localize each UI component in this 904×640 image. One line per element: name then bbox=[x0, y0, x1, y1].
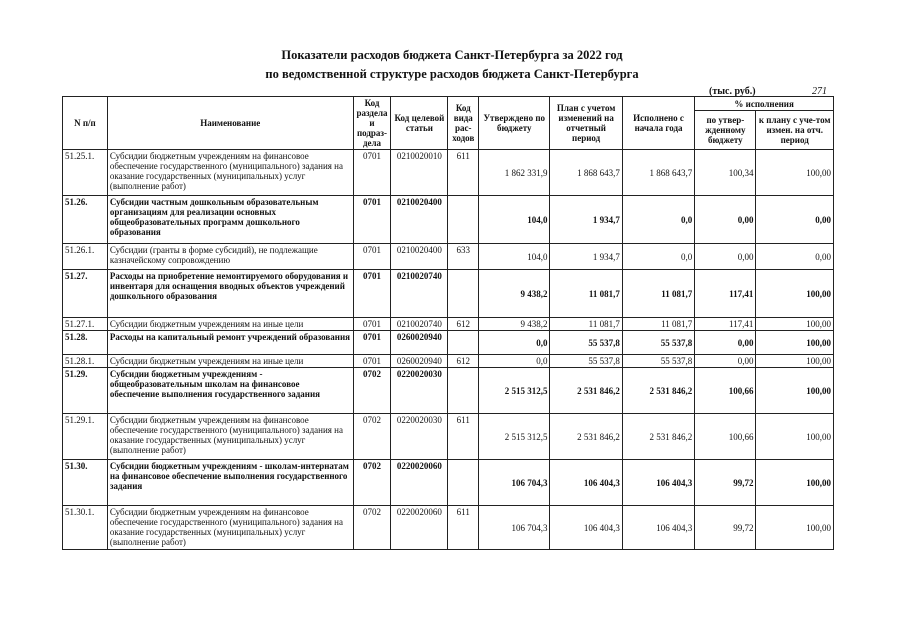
section-code: 0701 bbox=[353, 196, 391, 244]
table-row bbox=[63, 368, 834, 414]
kind-code bbox=[448, 196, 479, 244]
page-subtitle: по ведомственной структуре расходов бюджета Санкт-Петербурга bbox=[265, 67, 639, 81]
pct-budget-value: 117,41 bbox=[695, 270, 756, 318]
table-row bbox=[63, 318, 834, 331]
target-code: 0220020060 bbox=[391, 506, 448, 550]
row-name: Субсидии бюджетным учреждениям - общеобразовательным школам на финансовое обеспечение выполнения государственного задания bbox=[107, 368, 353, 414]
executed-value: 2 531 846,2 bbox=[622, 368, 694, 414]
page-number: 271 bbox=[812, 86, 827, 97]
target-code: 0260020940 bbox=[391, 331, 448, 355]
pct-plan-value: 100,00 bbox=[756, 460, 834, 506]
kind-code bbox=[448, 368, 479, 414]
col-header-percent-group: % исполнения bbox=[695, 97, 834, 111]
row-number: 51.30.1. bbox=[63, 506, 108, 550]
target-code: 0210020740 bbox=[391, 270, 448, 318]
table-row bbox=[63, 355, 834, 368]
plan-value: 2 531 846,2 bbox=[550, 414, 622, 460]
row-number: 51.27. bbox=[63, 270, 108, 318]
plan-value: 2 531 846,2 bbox=[550, 368, 622, 414]
section-code: 0702 bbox=[353, 460, 391, 506]
units-label: (тыс. руб.) bbox=[709, 86, 756, 97]
approved-value: 104,0 bbox=[479, 196, 550, 244]
section-code: 0702 bbox=[353, 368, 391, 414]
row-number: 51.29. bbox=[63, 368, 108, 414]
pct-plan-value: 100,00 bbox=[756, 355, 834, 368]
plan-value: 11 081,7 bbox=[550, 270, 622, 318]
pct-plan-value: 100,00 bbox=[756, 318, 834, 331]
executed-value: 0,0 bbox=[622, 196, 694, 244]
pct-budget-value: 0,00 bbox=[695, 355, 756, 368]
pct-budget-value: 99,72 bbox=[695, 460, 756, 506]
row-number: 51.30. bbox=[63, 460, 108, 506]
kind-code: 612 bbox=[448, 355, 479, 368]
pct-budget-value: 99,72 bbox=[695, 506, 756, 550]
row-name: Субсидии бюджетным учреждениям на финансовое обеспечение государственного (муниципального) задания на оказание государственных (муниципальных) услуг (выполнение работ) bbox=[107, 506, 353, 550]
row-number: 51.27.1. bbox=[63, 318, 108, 331]
approved-value: 9 438,2 bbox=[479, 318, 550, 331]
executed-value: 55 537,8 bbox=[622, 355, 694, 368]
section-code: 0701 bbox=[353, 318, 391, 331]
approved-value: 1 862 331,9 bbox=[479, 150, 550, 196]
pct-plan-value: 100,00 bbox=[756, 331, 834, 355]
kind-code bbox=[448, 270, 479, 318]
table-row bbox=[63, 460, 834, 506]
executed-value: 106 404,3 bbox=[622, 460, 694, 506]
pct-budget-value: 0,00 bbox=[695, 196, 756, 244]
pct-plan-value: 0,00 bbox=[756, 196, 834, 244]
approved-value: 9 438,2 bbox=[479, 270, 550, 318]
approved-value: 2 515 312,5 bbox=[479, 368, 550, 414]
plan-value: 11 081,7 bbox=[550, 318, 622, 331]
row-name: Субсидии бюджетным учреждениям на финансовое обеспечение государственного (муниципального) задания на оказание государственных (муниципальных) услуг (выполнение работ) bbox=[107, 150, 353, 196]
col-header-approved: Утверждено по бюджету bbox=[479, 97, 550, 150]
approved-value: 104,0 bbox=[479, 244, 550, 270]
section-code: 0701 bbox=[353, 270, 391, 318]
col-header-name: Наименование bbox=[107, 97, 353, 150]
pct-plan-value: 100,00 bbox=[756, 414, 834, 460]
kind-code: 611 bbox=[448, 150, 479, 196]
row-name: Субсидии бюджетным учреждениям на финансовое обеспечение государственного (муниципального) задания на оказание государственных (муниципальных) услуг (выполнение работ) bbox=[107, 414, 353, 460]
target-code: 0210020400 bbox=[391, 244, 448, 270]
pct-budget-value: 100,66 bbox=[695, 368, 756, 414]
row-number: 51.26. bbox=[63, 196, 108, 244]
page-title: Показатели расходов бюджета Санкт-Петербурга за 2022 год bbox=[281, 48, 623, 62]
plan-value: 55 537,8 bbox=[550, 331, 622, 355]
plan-value: 1 868 643,7 bbox=[550, 150, 622, 196]
expense-table bbox=[62, 96, 834, 550]
kind-code bbox=[448, 460, 479, 506]
plan-value: 1 934,7 bbox=[550, 244, 622, 270]
executed-value: 11 081,7 bbox=[622, 318, 694, 331]
target-code: 0220020030 bbox=[391, 414, 448, 460]
row-number: 51.25.1. bbox=[63, 150, 108, 196]
executed-value: 1 868 643,7 bbox=[622, 150, 694, 196]
table-row bbox=[63, 196, 834, 244]
section-code: 0702 bbox=[353, 506, 391, 550]
approved-value: 106 704,3 bbox=[479, 506, 550, 550]
col-header-executed: Исполнено с начала года bbox=[622, 97, 694, 150]
row-name: Субсидии бюджетным учреждениям на иные цели bbox=[107, 318, 353, 331]
approved-value: 106 704,3 bbox=[479, 460, 550, 506]
col-header-section: Код раздела и подраз-дела bbox=[353, 97, 391, 150]
table-row bbox=[63, 331, 834, 355]
table-row bbox=[63, 506, 834, 550]
col-header-num: N п/п bbox=[63, 97, 108, 150]
target-code: 0220020060 bbox=[391, 460, 448, 506]
plan-value: 106 404,3 bbox=[550, 460, 622, 506]
executed-value: 11 081,7 bbox=[622, 270, 694, 318]
pct-plan-value: 100,00 bbox=[756, 506, 834, 550]
executed-value: 55 537,8 bbox=[622, 331, 694, 355]
row-name: Расходы на капитальный ремонт учреждений образования bbox=[107, 331, 353, 355]
row-name: Субсидии частным дошкольным образовательным организациям для реализации основных общеобразовательных программ дошкольного образования bbox=[107, 196, 353, 244]
pct-budget-value: 100,66 bbox=[695, 414, 756, 460]
section-code: 0701 bbox=[353, 150, 391, 196]
plan-value: 1 934,7 bbox=[550, 196, 622, 244]
pct-budget-value: 100,34 bbox=[695, 150, 756, 196]
table-row bbox=[63, 414, 834, 460]
row-number: 51.28.1. bbox=[63, 355, 108, 368]
target-code: 0210020740 bbox=[391, 318, 448, 331]
section-code: 0702 bbox=[353, 414, 391, 460]
approved-value: 0,0 bbox=[479, 331, 550, 355]
col-header-target: Код целевой статьи bbox=[391, 97, 448, 150]
target-code: 0220020030 bbox=[391, 368, 448, 414]
table-row bbox=[63, 270, 834, 318]
col-header-kind: Код вида рас-ходов bbox=[448, 97, 479, 150]
kind-code: 611 bbox=[448, 414, 479, 460]
table-row bbox=[63, 244, 834, 270]
row-name: Субсидии бюджетным учреждениям на иные цели bbox=[107, 355, 353, 368]
target-code: 0210020400 bbox=[391, 196, 448, 244]
executed-value: 2 531 846,2 bbox=[622, 414, 694, 460]
row-number: 51.28. bbox=[63, 331, 108, 355]
row-number: 51.29.1. bbox=[63, 414, 108, 460]
approved-value: 0,0 bbox=[479, 355, 550, 368]
pct-budget-value: 0,00 bbox=[695, 331, 756, 355]
approved-value: 2 515 312,5 bbox=[479, 414, 550, 460]
section-code: 0701 bbox=[353, 331, 391, 355]
kind-code bbox=[448, 331, 479, 355]
row-number: 51.26.1. bbox=[63, 244, 108, 270]
pct-budget-value: 117,41 bbox=[695, 318, 756, 331]
target-code: 0210020010 bbox=[391, 150, 448, 196]
kind-code: 633 bbox=[448, 244, 479, 270]
kind-code: 611 bbox=[448, 506, 479, 550]
pct-budget-value: 0,00 bbox=[695, 244, 756, 270]
row-name: Субсидии (гранты в форме субсидий), не подлежащие казначейскому сопровождению bbox=[107, 244, 353, 270]
table-row bbox=[63, 150, 834, 196]
section-code: 0701 bbox=[353, 244, 391, 270]
executed-value: 0,0 bbox=[622, 244, 694, 270]
plan-value: 55 537,8 bbox=[550, 355, 622, 368]
section-code: 0701 bbox=[353, 355, 391, 368]
pct-plan-value: 100,00 bbox=[756, 150, 834, 196]
target-code: 0260020940 bbox=[391, 355, 448, 368]
plan-value: 106 404,3 bbox=[550, 506, 622, 550]
col-header-plan: План с учетом изменений на отчетный период bbox=[550, 97, 622, 150]
col-header-pct-plan: к плану с уче-том измен. на отч. период bbox=[756, 111, 834, 150]
executed-value: 106 404,3 bbox=[622, 506, 694, 550]
col-header-pct-budget: по утвер-жденному бюджету bbox=[695, 111, 756, 150]
pct-plan-value: 100,00 bbox=[756, 368, 834, 414]
kind-code: 612 bbox=[448, 318, 479, 331]
row-name: Субсидии бюджетным учреждениям - школам-интернатам на финансовое обеспечение выполнения государственного задания bbox=[107, 460, 353, 506]
row-name: Расходы на приобретение немонтируемого оборудования и инвентаря для оснащения вводных объектов учреждений дошкольного образования bbox=[107, 270, 353, 318]
pct-plan-value: 0,00 bbox=[756, 244, 834, 270]
pct-plan-value: 100,00 bbox=[756, 270, 834, 318]
